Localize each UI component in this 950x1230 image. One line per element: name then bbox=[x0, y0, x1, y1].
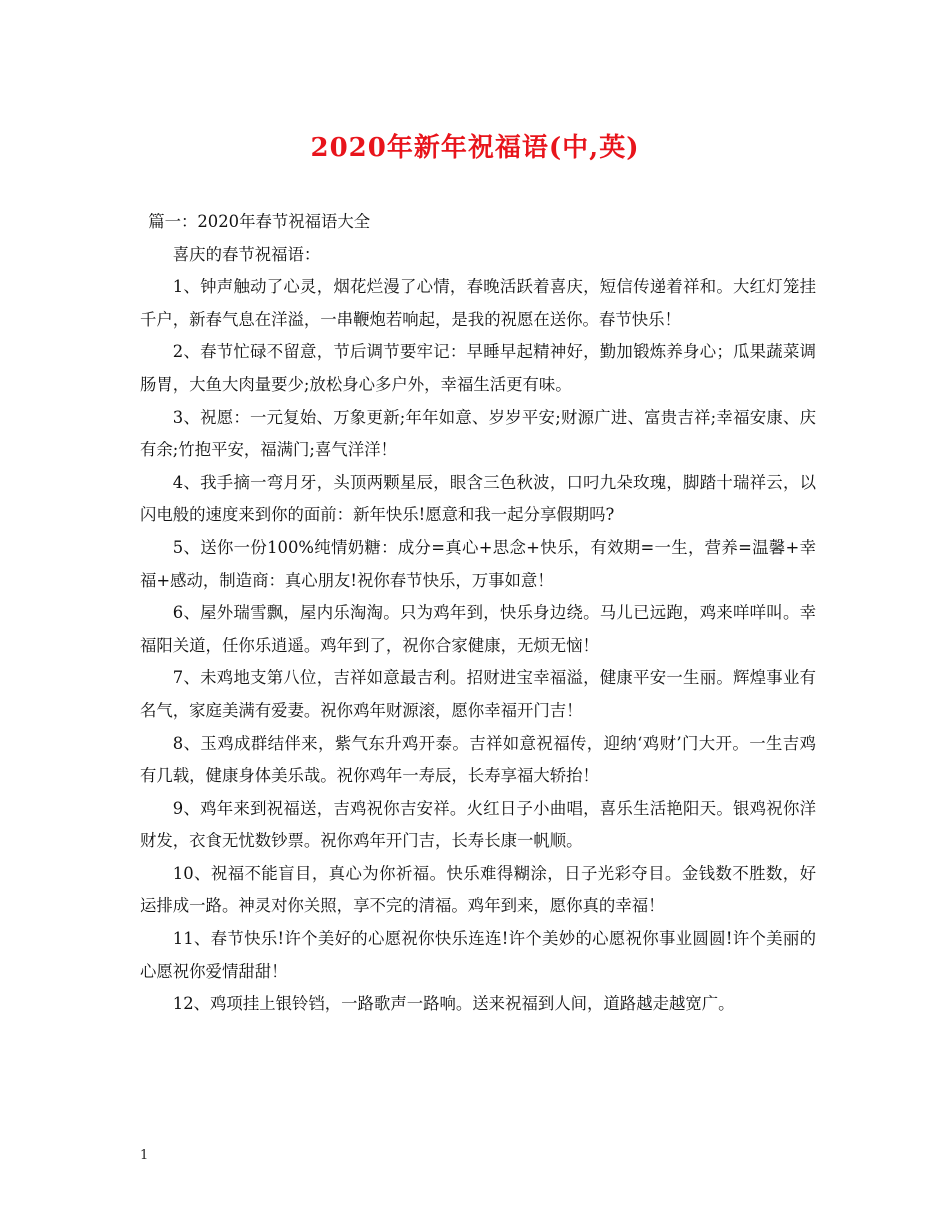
section-heading: 篇一：2020年春节祝福语大全 bbox=[148, 212, 371, 231]
paragraph-10: 10、祝福不能盲目，真心为你祈福。快乐难得糊涂，日子光彩夺目。金钱数不胜数，好运排成一路。神灵对你关照，享不完的清福。鸡年到来，愿你真的幸福！ bbox=[140, 863, 816, 916]
paragraph-2: 2、春节忙碌不留意，节后调节要牢记：早睡早起精神好，勤加锻炼养身心；瓜果蔬菜调肠胃，大鱼大肉量要少;放松身心多户外，幸福生活更有味。 bbox=[140, 342, 816, 394]
paragraph-1: 1、钟声触动了心灵，烟花烂漫了心情，春晚活跃着喜庆，短信传递着祥和。大红灯笼挂千户，新春气息在洋溢，一串鞭炮若响起，是我的祝愿在送你。春节快乐！ bbox=[140, 277, 816, 329]
paragraph-11: 11、春节快乐!许个美好的心愿祝你快乐连连!许个美妙的心愿祝你事业圆圆!许个美丽的心愿祝你爱情甜甜！ bbox=[140, 929, 816, 981]
subheading: 喜庆的春节祝福语： bbox=[172, 244, 321, 264]
paragraph-3: 3、祝愿：一元复始、万象更新;年年如意、岁岁平安;财源广进、富贵吉祥;幸福安康、庆有余;竹抱平安，福满门;喜气洋洋！ bbox=[140, 407, 816, 460]
document-title: 2020年新年祝福语(中,英) bbox=[310, 133, 640, 163]
paragraph-4: 4、我手摘一弯月牙，头顶两颗星辰，眼含三色秋波，口叼九朵玫瑰，脚踏十瑞祥云，以闪电般的速度来到你的面前：新年快乐!愿意和我一起分享假期吗? bbox=[140, 472, 816, 525]
paragraph-5: 5、送你一份100%纯情奶糖：成分=真心+思念+快乐，有效期=一生，营养=温馨+幸福+感动，制造商：真心朋友!祝你春节快乐，万事如意！ bbox=[140, 537, 816, 590]
paragraph-9: 9、鸡年来到祝福送，吉鸡祝你吉安祥。火红日子小曲唱，喜乐生活艳阳天。银鸡祝你洋财发，衣食无忧数钞票。祝你鸡年开门吉，长寿长康一帆顺。 bbox=[140, 798, 816, 851]
paragraph-6: 6、屋外瑞雪飘，屋内乐淘淘。只为鸡年到，快乐身边绕。马儿已远跑，鸡来咩咩叫。幸福阳关道，任你乐逍遥。鸡年到了，祝你合家健康，无烦无恼！ bbox=[140, 603, 816, 655]
document-body bbox=[140, 206, 816, 1021]
paragraph-7: 7、未鸡地支第八位，吉祥如意最吉利。招财进宝幸福溢，健康平安一生丽。辉煌事业有名气，家庭美满有爱妻。祝你鸡年财源滚，愿你幸福开门吉！ bbox=[140, 668, 816, 720]
page-number: 1 bbox=[140, 1148, 149, 1163]
paragraph-8: 8、玉鸡成群结伴来，紫气东升鸡开泰。吉祥如意祝福传，迎纳‘鸡财’门大开。一生吉鸡有几载，健康身体美乐哉。祝你鸡年一寿辰，长寿享福大轿抬！ bbox=[140, 733, 816, 786]
paragraph-12: 12、鸡项挂上银铃铛，一路歌声一路响。送来祝福到人间，道路越走越宽广。 bbox=[172, 994, 735, 1014]
